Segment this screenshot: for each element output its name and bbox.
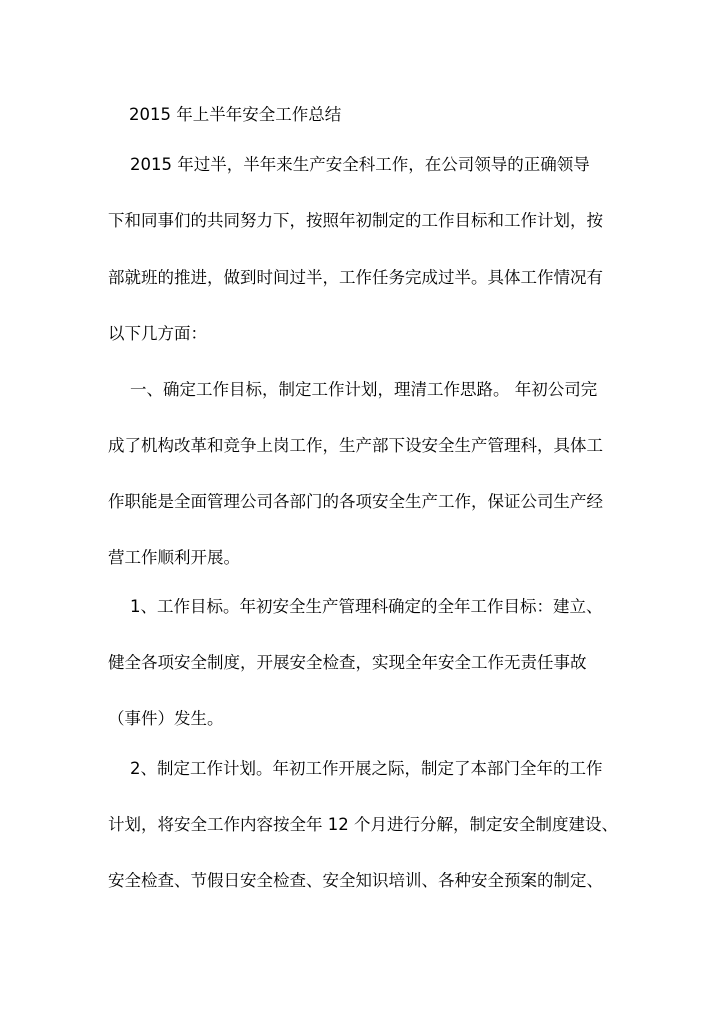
- paragraph-line: 成了机构改革和竞争上岗工作，生产部下设安全生产管理科，具体工: [108, 436, 603, 455]
- paragraph-line: 计划，将安全工作内容按全年 12 个月进行分解，制定安全制度建设、: [108, 815, 618, 834]
- paragraph-line: 安全检查、节假日安全检查、安全知识培训、各种安全预案的制定、: [108, 871, 603, 890]
- paragraph-line: 健全各项安全制度，开展安全检查，实现全年安全工作无责任事故: [108, 653, 587, 672]
- paragraph-line: 2、制定工作计划。年初工作开展之际，制定了本部门全年的工作: [130, 759, 603, 778]
- paragraph-line: 作职能是全面管理公司各部门的各项安全生产工作，保证公司生产经: [108, 492, 603, 511]
- paragraph-line: 2015 年过半，半年来生产安全科工作，在公司领导的正确领导: [130, 155, 590, 174]
- paragraph-line: 以下几方面：: [108, 324, 207, 343]
- paragraph-line: 1、工作目标。年初安全生产管理科确定的全年工作目标：建立、: [130, 597, 603, 616]
- paragraph-line: 一、确定工作目标，制定工作计划，理清工作思路。 年初公司完: [130, 380, 598, 399]
- document-title: 2015 年上半年安全工作总结: [129, 105, 342, 124]
- paragraph-line: 部就班的推进，做到时间过半，工作任务完成过半。具体工作情况有: [108, 268, 603, 287]
- paragraph-line: （事件）发生。: [108, 709, 224, 728]
- paragraph-line: 下和同事们的共同努力下，按照年初制定的工作目标和工作计划，按: [108, 211, 603, 230]
- paragraph-line: 营工作顺利开展。: [108, 548, 240, 567]
